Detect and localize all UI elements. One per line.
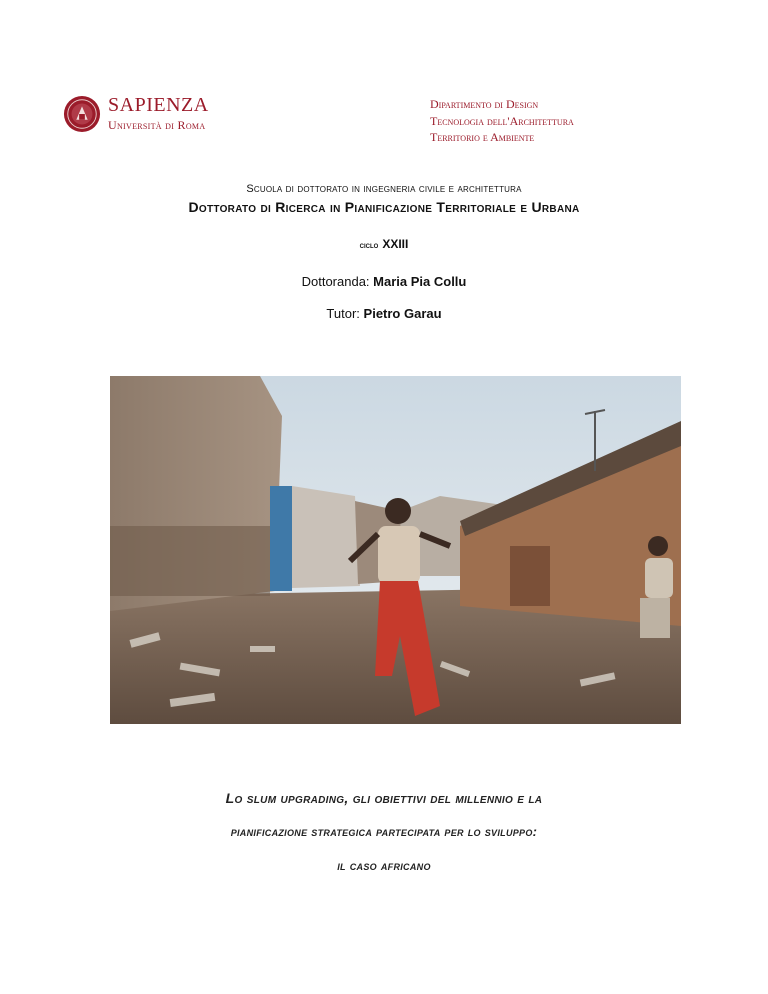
tutor-label: Tutor: (326, 306, 360, 321)
tutor-name: Pietro Garau (363, 306, 442, 321)
candidate-label: Dottoranda: (301, 274, 370, 289)
university-seal-icon (63, 95, 101, 133)
university-subtitle: Università di Roma (108, 118, 206, 132)
cycle-info (0, 237, 768, 251)
school-name: Scuola di dottorato in ingegneria civile e architettura (246, 183, 522, 195)
thesis-title-line-1: Lo slum upgrading, gli obiettivi del millennio e la (225, 790, 543, 806)
department-block (430, 96, 574, 146)
thesis-title-line-3: il caso africano (337, 858, 431, 873)
cycle-value: XXIII (382, 237, 409, 251)
department-line: Territorio e Ambiente (430, 130, 535, 144)
candidate-line (0, 274, 768, 289)
cover-photo (110, 376, 681, 724)
cycle-label: ciclo (359, 240, 379, 250)
thesis-title-line-2: pianificazione strategica partecipata per lo sviluppo: (230, 824, 538, 839)
candidate-name: Maria Pia Collu (373, 274, 467, 289)
tutor-line (0, 306, 768, 321)
department-line: Tecnologia dell'Architettura (430, 113, 574, 128)
department-line: Dipartimento di Design (430, 97, 539, 111)
doctorate-title: Dottorato di Ricerca in Pianificazione Territoriale e Urbana (188, 199, 580, 215)
university-name: SAPIENZA (108, 94, 209, 116)
